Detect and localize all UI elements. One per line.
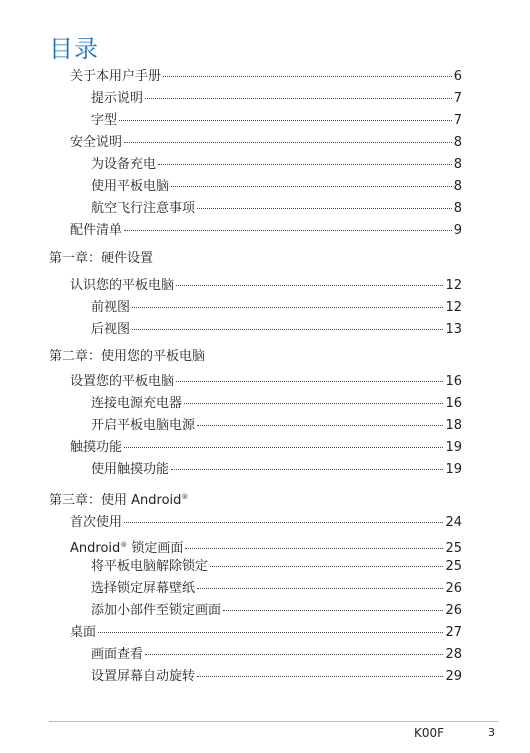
toc-entry-text: 关于本用户手册: [70, 69, 162, 84]
toc-entry-label: [70, 223, 122, 239]
chapter-heading: [49, 349, 205, 365]
toc-entry[interactable]: [91, 603, 462, 619]
toc-entry-label: [70, 135, 122, 151]
toc-entry-text: 开启平板电脑电源: [91, 418, 196, 433]
toc-entry-text: 航空飞行注意事项: [91, 201, 196, 216]
toc-entry-label: [91, 91, 143, 107]
toc-page-number: 9: [453, 223, 462, 238]
toc-entry[interactable]: [70, 69, 462, 85]
toc-entry-text: 画面查看: [91, 647, 144, 662]
dot-leader: [132, 329, 443, 330]
toc-entry-suffix: 锁定画面: [127, 541, 184, 556]
toc-page-number: 13: [445, 322, 462, 337]
toc-entry[interactable]: [70, 625, 462, 641]
toc-entry-label: [91, 462, 169, 478]
toc-page-number: 18: [445, 418, 462, 433]
toc-entry[interactable]: [70, 135, 462, 151]
dot-leader: [158, 164, 452, 165]
toc-page-number: 26: [445, 581, 462, 596]
registered-mark: ®: [181, 493, 189, 501]
dot-leader: [145, 654, 443, 655]
toc-entry[interactable]: [91, 300, 462, 316]
toc-entry[interactable]: [70, 374, 462, 390]
toc-entry[interactable]: [91, 157, 462, 173]
toc-entry-text: 配件清单: [70, 223, 123, 238]
dot-leader: [185, 548, 443, 549]
toc-entry-text: 连接电源充电器: [91, 396, 183, 411]
toc-page-number: 12: [445, 300, 462, 315]
toc-entry[interactable]: [91, 91, 462, 107]
toc-page-number: 19: [445, 462, 462, 477]
dot-leader: [171, 469, 443, 470]
toc-entry[interactable]: [70, 440, 462, 456]
toc-entry-text: 字型: [91, 113, 118, 128]
toc-entry-text: 为设备充电: [91, 157, 157, 172]
dot-leader: [145, 98, 452, 99]
toc-entry-text: 选择锁定屏幕壁纸: [91, 581, 196, 596]
toc-entry-text: 将平板电脑解除锁定: [91, 559, 209, 574]
toc-entry[interactable]: [70, 223, 462, 239]
toc-page-number: 26: [445, 603, 462, 618]
dot-leader: [223, 610, 443, 611]
toc-entry-label: [91, 201, 195, 217]
toc-entry[interactable]: [91, 581, 462, 597]
toc-page-number: 8: [453, 157, 462, 172]
toc-page-number: 12: [445, 278, 462, 293]
toc-entry-label: [70, 69, 161, 85]
chapter-heading: [49, 251, 153, 267]
toc-entry-label: [70, 374, 174, 390]
toc-page-number: 27: [445, 625, 462, 640]
toc-entry-label: [91, 603, 221, 619]
toc-entry-text: Android: [70, 541, 121, 556]
toc-page-number: 7: [453, 113, 462, 128]
toc-entry[interactable]: [91, 462, 462, 478]
dot-leader: [197, 425, 443, 426]
toc-entry-label: [70, 537, 183, 557]
toc-entry-text: 前视图: [91, 300, 131, 315]
toc-entry-text: 触摸功能: [70, 440, 123, 455]
toc-entry-label: [91, 418, 195, 434]
toc-entry-label: [91, 322, 130, 338]
dot-leader: [210, 566, 443, 567]
toc-entry[interactable]: [91, 559, 462, 575]
toc-entry-text: 设置您的平板电脑: [70, 374, 175, 389]
dot-leader: [163, 76, 452, 77]
toc-entry-label: [70, 515, 122, 531]
toc-page-number: 6: [453, 69, 462, 84]
dot-leader: [132, 307, 443, 308]
toc-page-number: 16: [445, 396, 462, 411]
toc-page-number: 8: [453, 201, 462, 216]
toc-entry-label: [91, 157, 156, 173]
toc-entry-text: 使用触摸功能: [91, 462, 170, 477]
toc-entry-label: [91, 559, 208, 575]
toc-entry-label: [91, 300, 130, 316]
toc-entry-text: 安全说明: [70, 135, 123, 150]
chapter-title: 第一章：硬件设置: [49, 251, 154, 266]
toc-entry[interactable]: [91, 647, 462, 663]
toc-entry[interactable]: [91, 396, 462, 412]
toc-entry[interactable]: [70, 515, 462, 531]
chapter-heading: [49, 489, 188, 509]
toc-page-number: 25: [445, 559, 462, 574]
toc-entry-label: [91, 669, 195, 685]
dot-leader: [197, 676, 443, 677]
dot-leader: [197, 208, 452, 209]
toc-entry[interactable]: [91, 179, 462, 195]
toc-entry-text: 使用平板电脑: [91, 179, 170, 194]
toc-entry-label: [91, 396, 182, 412]
toc-entry-label: [91, 179, 169, 195]
chapter-title: 第三章：使用 Android: [49, 493, 182, 508]
toc-entry-text: 认识您的平板电脑: [70, 278, 175, 293]
toc-entry-label: [91, 581, 195, 597]
footer-model-name: K00F: [414, 726, 445, 740]
toc-page-number: 29: [445, 669, 462, 684]
dot-leader: [124, 447, 443, 448]
toc-entry-label: [70, 440, 122, 456]
toc-page-number: 8: [453, 179, 462, 194]
chapter-title: 第二章：使用您的平板电脑: [49, 349, 206, 364]
toc-entry[interactable]: [91, 669, 462, 685]
toc-page-number: 16: [445, 374, 462, 389]
toc-entry[interactable]: [70, 278, 462, 294]
toc-entry[interactable]: [91, 113, 462, 129]
dot-leader: [176, 381, 443, 382]
dot-leader: [124, 230, 452, 231]
dot-leader: [124, 522, 443, 523]
toc-entry-label: [70, 278, 174, 294]
toc-entry[interactable]: [91, 418, 462, 434]
footer-page-number: 3: [488, 726, 495, 739]
toc-page-number: 24: [445, 515, 462, 530]
registered-mark: ®: [120, 541, 128, 549]
page-title: 目录: [49, 35, 99, 63]
dot-leader: [197, 588, 443, 589]
dot-leader: [124, 142, 452, 143]
toc-entry-text: 首次使用: [70, 515, 123, 530]
toc-entry[interactable]: [91, 322, 462, 338]
toc-entry-text: 后视图: [91, 322, 131, 337]
toc-page-number: 8: [453, 135, 462, 150]
toc-entry-text: 桌面: [70, 625, 97, 640]
dot-leader: [184, 403, 443, 404]
toc-entry-text: 提示说明: [91, 91, 144, 106]
toc-page-number: 28: [445, 647, 462, 662]
toc-entry-text: 添加小部件至锁定画面: [91, 603, 222, 618]
dot-leader: [98, 632, 443, 633]
dot-leader: [119, 120, 452, 121]
toc-page-number: 7: [453, 91, 462, 106]
toc-entry[interactable]: [91, 201, 462, 217]
toc-entry-label: [70, 625, 96, 641]
toc-entry-text: 设置屏幕自动旋转: [91, 669, 196, 684]
dot-leader: [176, 285, 443, 286]
toc-entry[interactable]: [70, 537, 462, 557]
dot-leader: [171, 186, 452, 187]
toc-page-number: 25: [445, 541, 462, 556]
toc-page-number: 19: [445, 440, 462, 455]
footer-divider: [49, 721, 498, 722]
toc-entry-label: [91, 113, 117, 129]
toc-entry-label: [91, 647, 143, 663]
